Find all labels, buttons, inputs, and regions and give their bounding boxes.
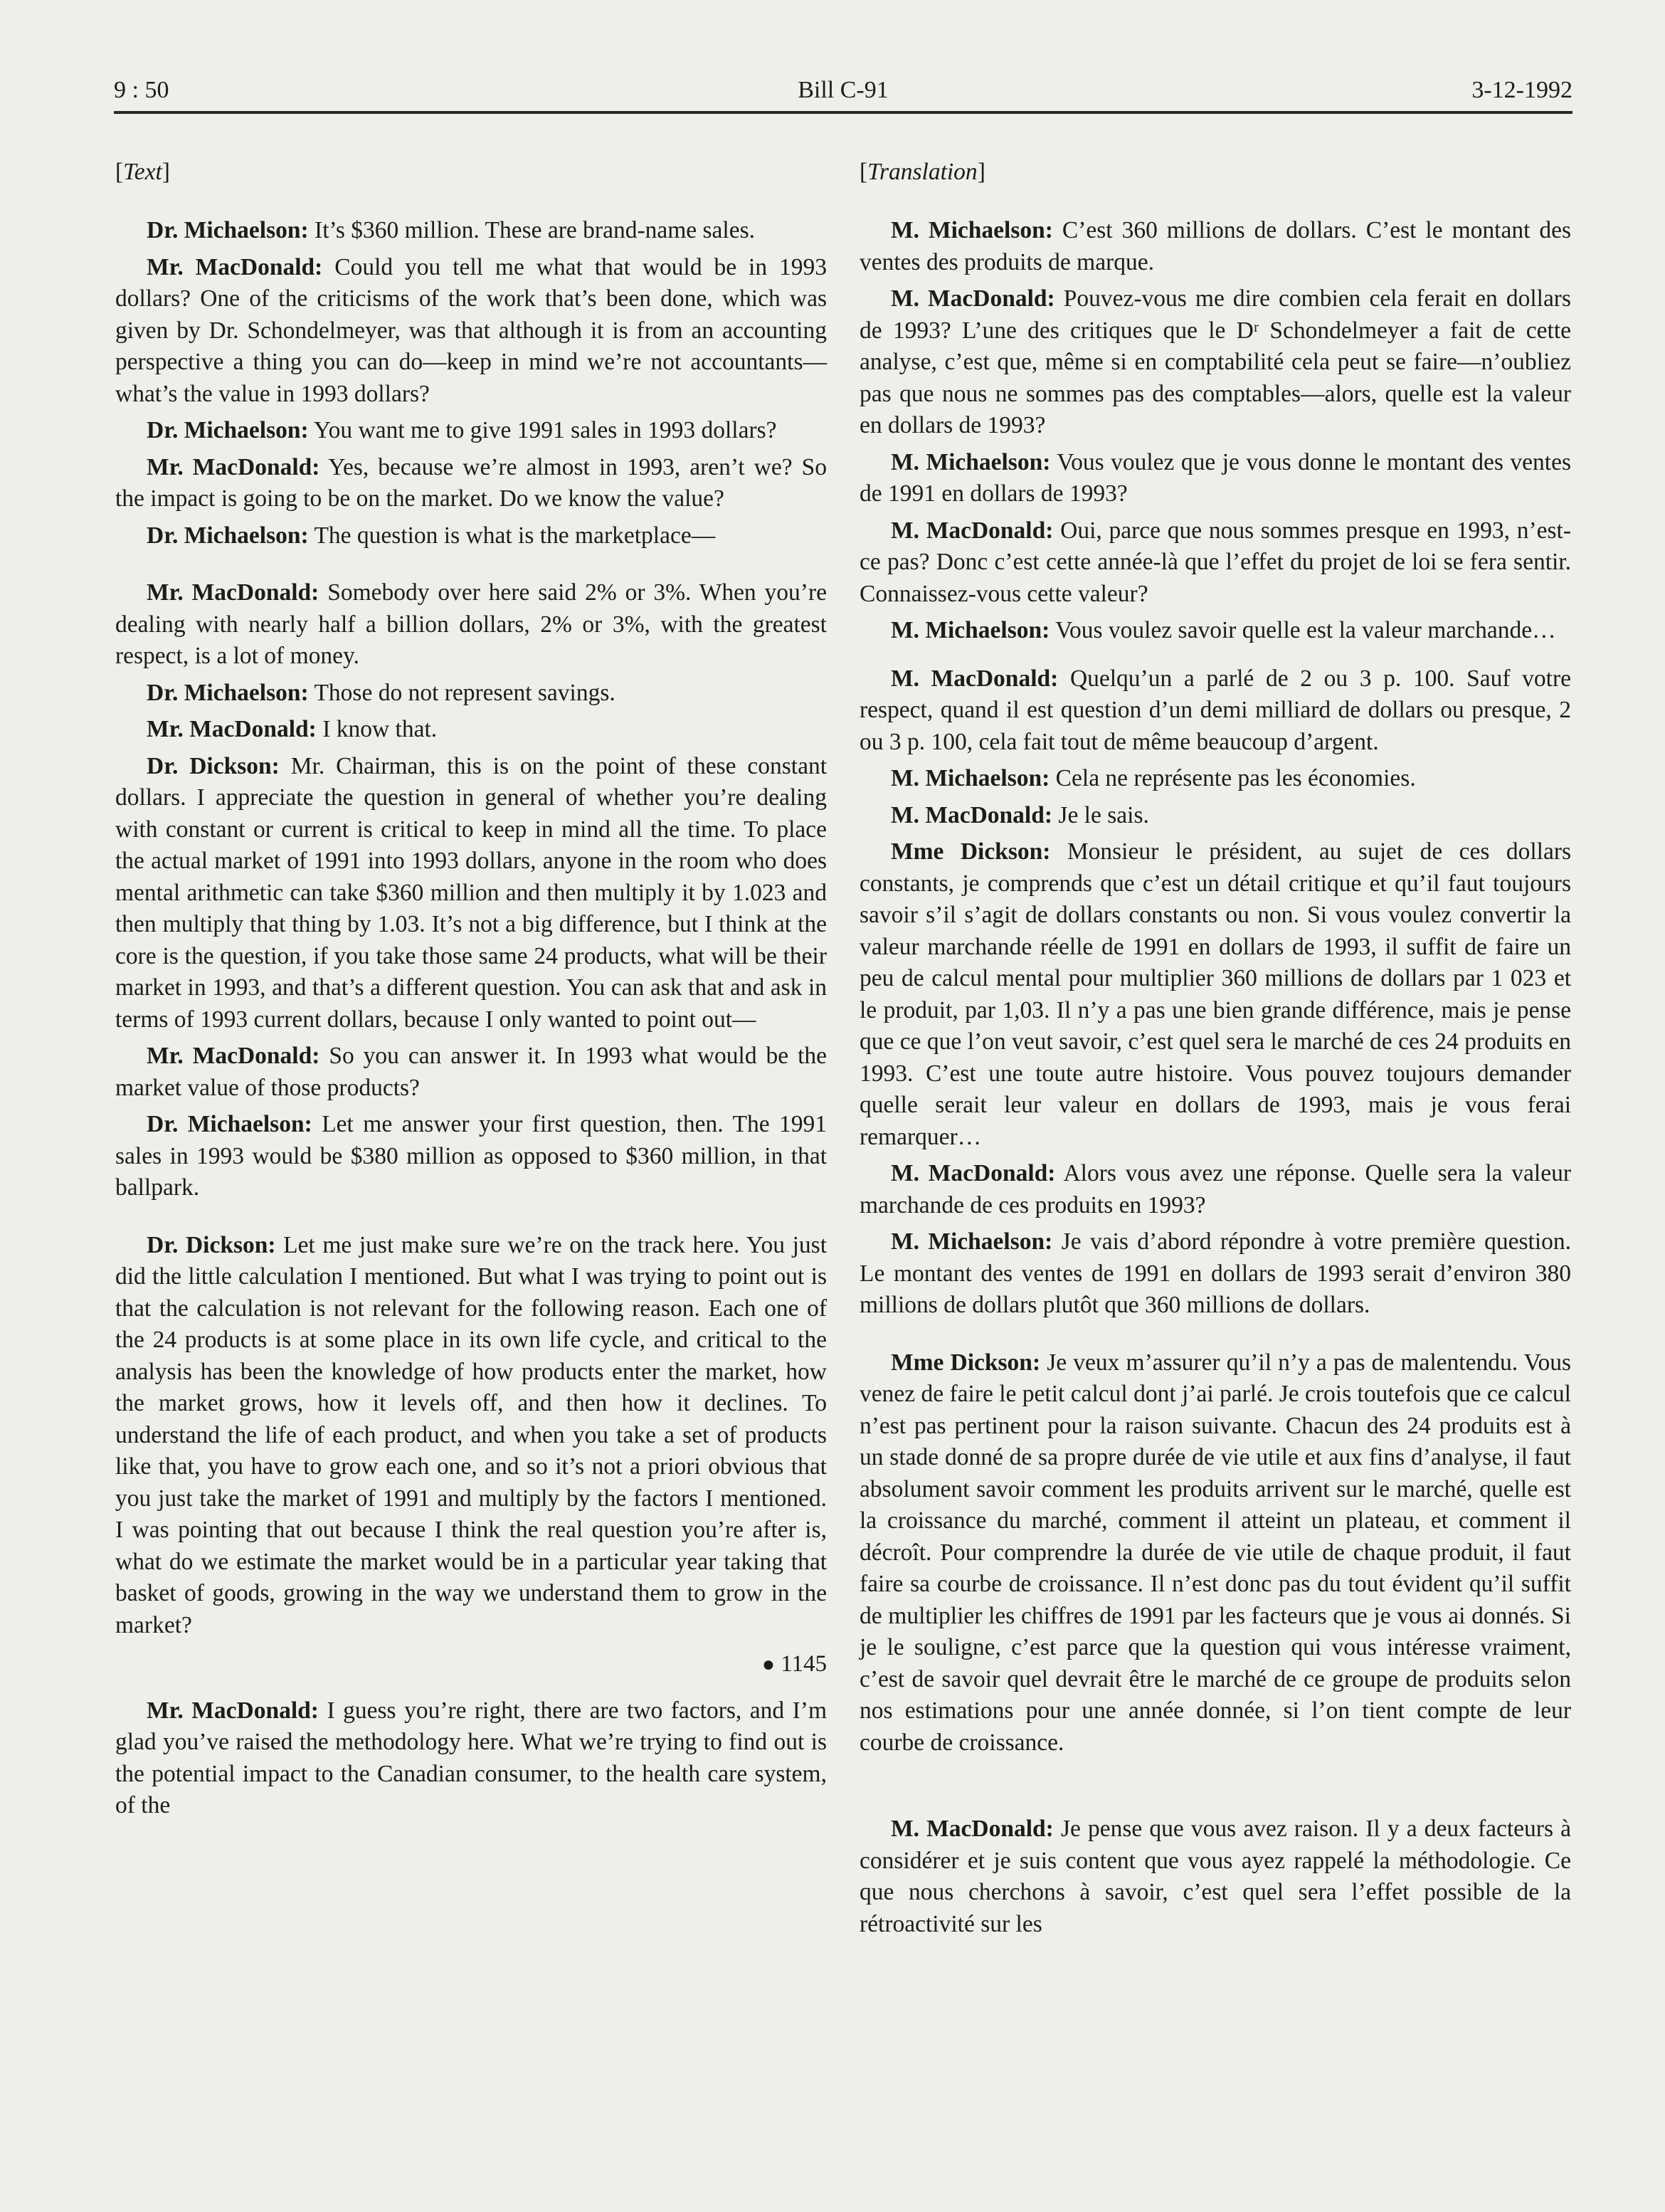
list-item: Mr. MacDonald: I know that. [147, 716, 438, 742]
list-item: M. MacDonald: Pouvez-vous me dire combien cela ferait en dollars de 1993? L’une des critiques que le Dʳ Schondelmeyer a fait de cette analyse, c’est que, même si en comptabilité cela peut se faire—n’oubliez pas que nous ne sommes pas des comptables—alors, quelle est la valeur en dollars de 1993? [860, 285, 1572, 438]
time-marker: ● 1145 [761, 1651, 827, 1677]
list-item: Mr. MacDonald: I guess you’re right, there are two factors, and I’m glad you’ve raised the methodology here. What we’re trying to find out is the potential impact to the Canadian consumer, to the health care system, of the [115, 1697, 828, 1818]
list-item: Dr. Michaelson: The question is what is the marketplace— [147, 522, 716, 549]
text-tag: [Text] [115, 159, 170, 185]
list-item: Mr. MacDonald: Yes, because we’re almost in 1993, aren’t we? So the impact is going to be on the market. Do we know the value? [115, 453, 827, 512]
page-title: Bill C-91 [798, 77, 889, 103]
french-column [860, 157, 1571, 1945]
list-item: M. Michaelson: Cela ne représente pas les économies. [891, 765, 1416, 791]
page-header [114, 77, 1572, 112]
page-date: 3-12-1992 [1471, 77, 1572, 103]
list-item: M. MacDonald: Oui, parce que nous sommes presque en 1993, n’est-ce pas? Donc c’est cette année-là que l’effet du projet de loi se fera sentir. Connaissez-vous cette valeur? [860, 517, 1571, 607]
list-item: M. MacDonald: Je le sais. [891, 801, 1149, 828]
list-item: M. Michaelson: Vous voulez savoir quelle est la valeur marchande… [891, 617, 1556, 643]
list-item: Dr. Michaelson: Let me answer your first question, then. The 1991 sales in 1993 would be $380 million as opposed to $360 million, in that ballpark. [115, 1111, 828, 1201]
list-item: Dr. Michaelson: Those do not represent savings. [147, 679, 615, 706]
list-item: Mme Dickson: Je veux m’assurer qu’il n’y a pas de malentendu. Vous venez de faire le petit calcul dont j’ai parlé. Je crois toutefois que ce calcul n’est pas pertinent pour la raison suivante. Chacun des 24 produits est à un stade donné de sa propre durée de vie utile et aux fins d’analyse, il faut absolument savoir comment les produits arrivent sur le marché, quelle est la croissance du marché, comment il atteint un plateau, et comment il décroît. Pour comprendre la durée de vie utile de chaque produit, il faut faire sa courbe de croissance. Il n’est donc pas du tout évident qu’il suffit de multiplier les chiffres de 1991 par les facteurs que je vous ai donnés. Si je le souligne, c’est parce que la question qui vous intéresse vraiment, c’est de savoir quel devrait être le marché de ce groupe de produits selon nos estimations pour une année donnée, si l’on tient compte de leur courbe de croissance. [860, 1349, 1572, 1756]
list-item: Mme Dickson: Monsieur le président, au sujet de ces dollars constants, je comprends que c’est un détail critique et qu’il faut toujours savoir s’il s’agit de dollars constants ou non. Si vous voulez convertir la valeur marchande réelle de 1991 en dollars de 1993, il suffit de faire un peu de calcul mental pour multiplier 360 millions de dollars par 1 023 et le produit, par 1,03. Il n’y a pas une bien grande différence, mais je pense que ce que l’on veut savoir, c’est quel sera le marché de ces 24 produits en 1993. C’est une toute autre histoire. Vous pouvez toujours demander quelle serait leur valeur en dollars de 1993, mais je vous ferai remarquer… [860, 838, 1572, 1150]
header-rule [114, 111, 1572, 114]
english-column [115, 157, 827, 1827]
translation-tag: [Translation] [860, 159, 985, 185]
list-item: M. Michaelson: Je vais d’abord répondre à votre première question. Le montant des ventes de 1991 en dollars de 1993 serait d’environ 380 millions de dollars plutôt que 360 millions de dollars. [860, 1228, 1572, 1318]
list-item: Dr. Michaelson: You want me to give 1991 sales in 1993 dollars? [147, 417, 777, 443]
list-item: Dr. Michaelson: It’s $360 million. These are brand-name sales. [147, 217, 756, 243]
list-item: Dr. Dickson: Let me just make sure we’re on the track here. You just did the little calculation I mentioned. But what I was trying to point out is that the calculation is not relevant for the following reason. Each one of the 24 products is at some place in its own life cycle, and critical to the analysis has been the knowledge of how products enter the market, how the market grows, how it levels off, and then how it declines. To understand the life of each product, and when you take a set of products like that, you have to grow each one, and so it’s not a priori obvious that you just take the market of 1991 and multiply by the factors I mentioned. I was pointing that out because I think the real question you’re after is, what do we estimate the market would be in a particular year taking that basket of goods, growing in the way we understand them to grow in the market? [115, 1231, 828, 1638]
page-number: 9 : 50 [114, 77, 169, 103]
list-item: M. Michaelson: Vous voulez que je vous donne le montant des ventes de 1991 en dollars de 1993? [860, 448, 1571, 507]
list-item: M. MacDonald: Je pense que vous avez raison. Il y a deux facteurs à considérer et je suis content que vous ayez rappelé la méthodologie. Ce que nous cherchons à savoir, c’est quel sera l’effet possible de la rétroactivité sur les [860, 1816, 1571, 1937]
list-item: Mr. MacDonald: Could you tell me what that would be in 1993 dollars? One of the criticisms of the work that’s been done, which was given by Dr. Schondelmeyer, was that although it is from an accounting perspective a thing you can do—keep in mind we’re not accountants—what’s the value in 1993 dollars? [115, 253, 827, 407]
list-item: M. Michaelson: C’est 360 millions de dollars. C’est le montant des ventes des produits de marque. [860, 217, 1572, 275]
list-item: Mr. MacDonald: Somebody over here said 2% or 3%. When you’re dealing with nearly half a billion dollars, 2% or 3%, with the greatest respect, is a lot of money. [115, 579, 827, 669]
list-item: M. MacDonald: Alors vous avez une réponse. Quelle sera la valeur marchande de ces produits en 1993? [860, 1160, 1572, 1218]
list-item: Dr. Dickson: Mr. Chairman, this is on the point of these constant dollars. I appreciate the question in general of whether you’re dealing with constant or current is critical to keep in mind all the time. To place the actual market of 1991 into 1993 dollars, anyone in the room who does mental arithmetic can take $360 million and then multiply it by 1.023 and then multiply that thing by 1.03. It’s not a big difference, but I think at the core is the question, if you take those same 24 products, what will be their market in 1993, and that’s a different question. You can ask that and ask in terms of 1993 current dollars, because I only wanted to point out— [115, 752, 828, 1033]
list-item: Mr. MacDonald: So you can answer it. In 1993 what would be the market value of those products? [115, 1043, 827, 1101]
list-item: M. MacDonald: Quelqu’un a parlé de 2 ou 3 p. 100. Sauf votre respect, quand il est question d’un demi milliard de dollars ou presque, 2 ou 3 p. 100, cela fait tout de même beaucoup d’argent. [860, 665, 1572, 755]
